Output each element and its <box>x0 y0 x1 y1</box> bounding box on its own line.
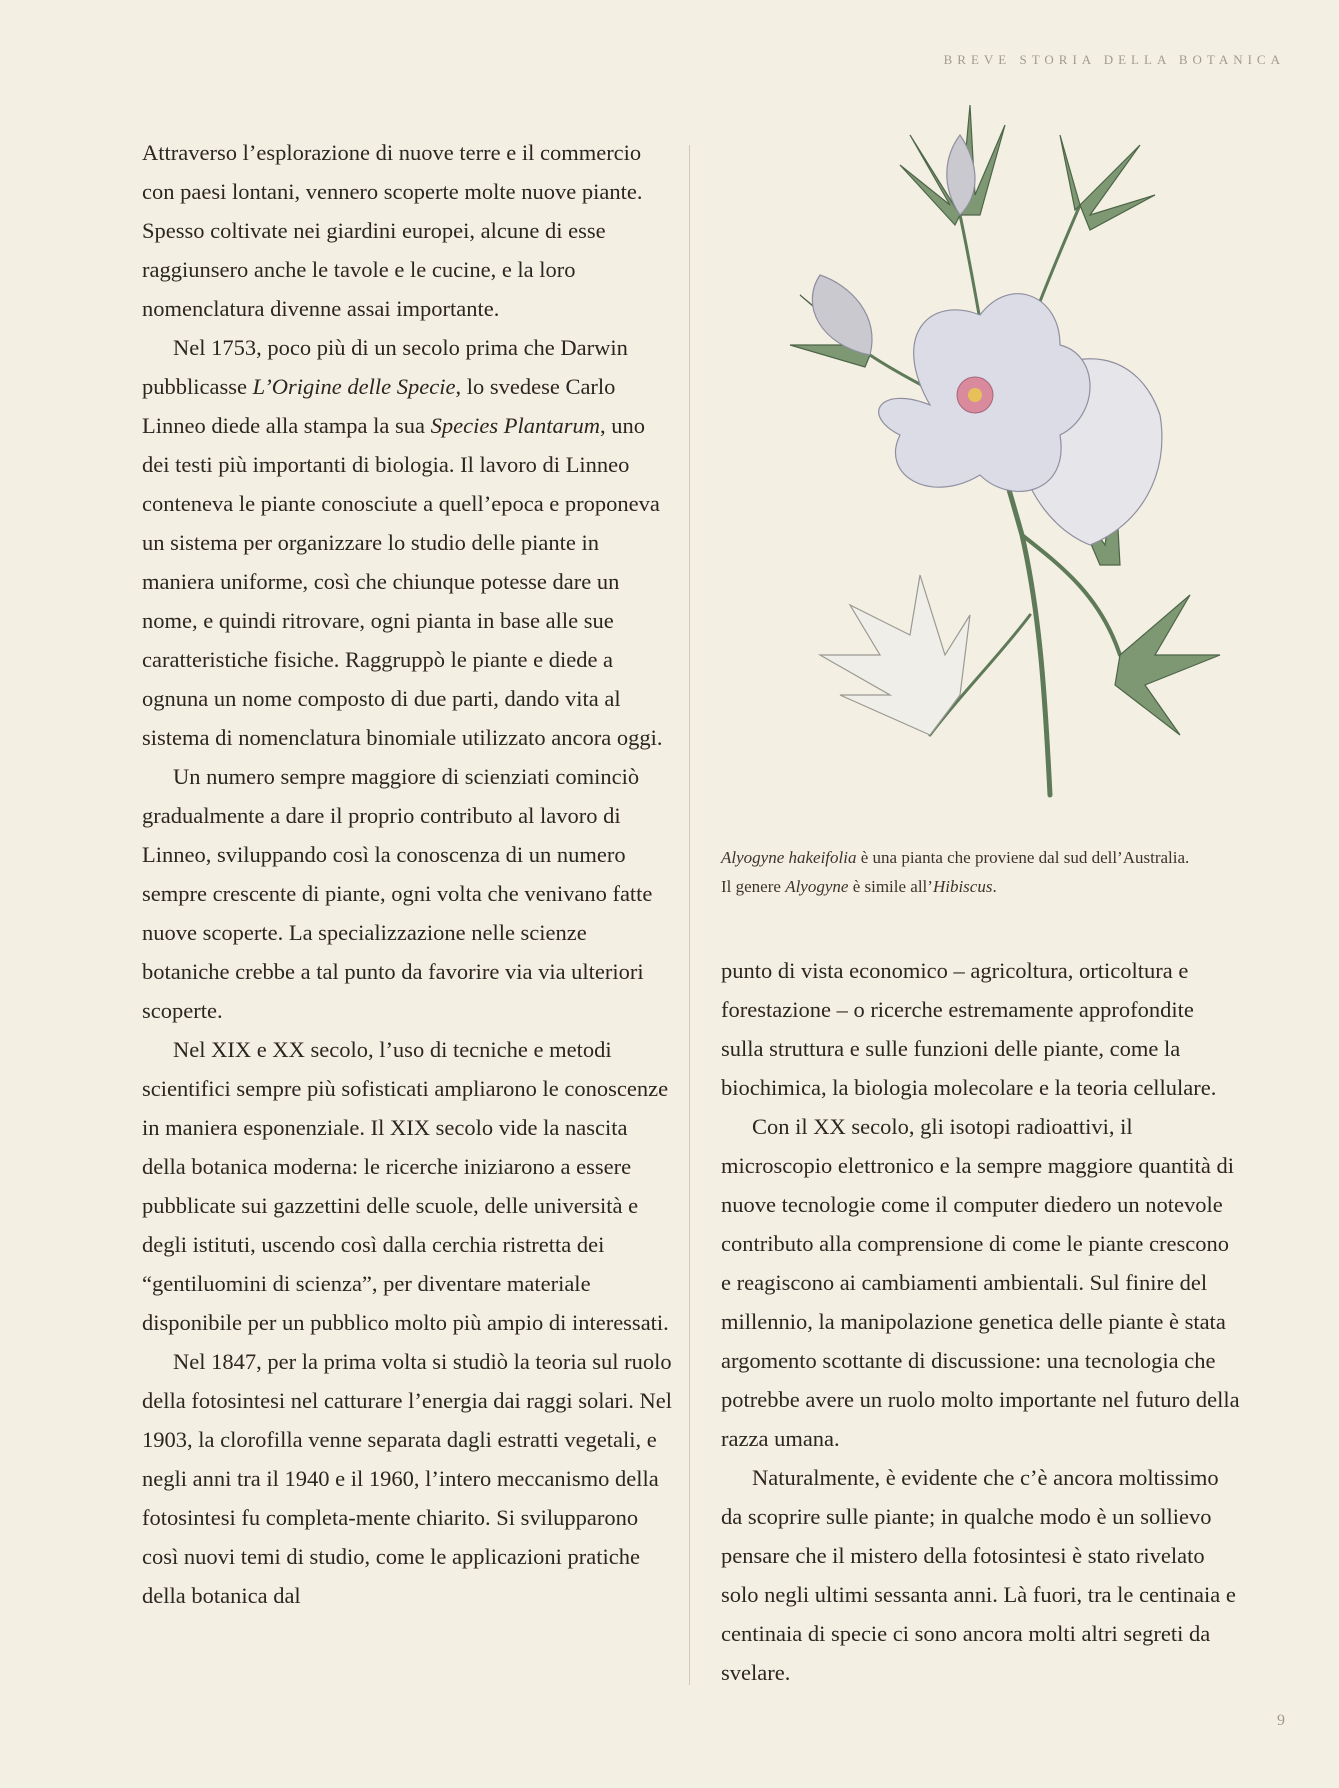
pale-leaf <box>820 575 970 735</box>
paragraph: Naturalmente, è evidente che c’è ancora moltissimo da scoprire sulle piante; in qualche modo è un sollievo pensare che il mistero della fotosintesi è stato rivelato solo negli ultimi sessanta anni. Là fuori, tra le centinaia e centinaia di specie ci sono ancora molti altri segreti da svelare. <box>721 1465 1236 1685</box>
leaf <box>1060 135 1080 210</box>
column-divider <box>689 145 690 1685</box>
book-title: Species Plantarum <box>430 413 600 438</box>
paragraph: punto di vista economico – agricoltura, orticoltura e forestazione – o ricerche estremamente approfondite sulla struttura e sulle funzioni delle piante, come la biochimica, la biologia molecolare e la teoria cellulare. <box>721 958 1217 1100</box>
paragraph: Con il XX secolo, gli isotopi radioattivi, il microscopio elettronico e la sempre maggiore quantità di nuove tecnologie come il computer diedero un notevole contributo alla comprensione di come le piante crescono e reagiscono ai cambiamenti ambientali. Sul finire del millennio, la manipolazione genetica delle piante è stata argomento scottante di discussione: una tecnologia che potrebbe avere un ruolo molto importante nel futuro della razza umana. <box>721 1114 1240 1451</box>
page-number: 9 <box>1277 1712 1285 1729</box>
leaf <box>1115 595 1220 735</box>
figure-caption: Alyogyne hakeifolia è una pianta che proviene dal sud dell’Australia. Il genere Alyogyne è simile all’Hibiscus. <box>721 848 1190 896</box>
right-text-column <box>721 951 1241 1692</box>
leaf <box>1080 145 1155 230</box>
paragraph: Attraverso l’esplorazione di nuove terre e il commercio con paesi lontani, vennero scoperte molte nuove piante. Spesso coltivate nei giardini europei, alcune di esse raggiunsero anche le tavole e le cucine, e la loro nomenclatura divenne assai importante. <box>142 140 643 321</box>
paragraph: Nel 1847, per la prima volta si studiò la teoria sul ruolo della fotosintesi nel catturare l’energia dai raggi solari. Nel 1903, la clorofilla venne separata dagli estratti vegetali, e negli anni tra il 1940 e il 1960, l’intero meccanismo della fotosintesi fu completa-mente chiarito. Si svilupparono così nuovi temi di studio, come le applicazioni pratiche della botanica dal <box>142 1349 673 1608</box>
botanical-illustration <box>760 95 1240 810</box>
book-title: L’Origine delle Specie <box>252 374 456 399</box>
running-title: BREVE STORIA DELLA BOTANICA <box>943 52 1285 67</box>
left-text-column <box>142 133 672 1615</box>
paragraph: Nel XIX e XX secolo, l’uso di tecniche e metodi scientifici sempre più sofisticati ampliarono le conoscenze in maniera esponenziale. Il XIX secolo vide la nascita della botanica moderna: le ricerche iniziarono a essere pubblicate sui gazzettini delle scuole, delle università e degli istituti, uscendo così dalla cerchia ristretta dei “gentiluomini di scienza”, per diventare materiale disponibile per un pubblico molto più ampio di interessati. <box>142 1037 669 1335</box>
bud <box>812 275 872 355</box>
paragraph: Un numero sempre maggiore di scienziati cominciò gradualmente a dare il proprio contributo al lavoro di Linneo, sviluppando così la conoscenza di un numero sempre crescente di piante, ogni volta che venivano fatte nuove scoperte. La specializzazione nelle scienze botaniche crebbe a tal punto da favorire via via ulteriori scoperte. <box>142 764 653 1023</box>
paragraph: Nel 1753, poco più di un secolo prima che Darwin pubblicasse L’Origine delle Specie, lo svedese Carlo Linneo diede alla stampa la sua Species Plantarum, uno dei testi più importanti di biologia. Il lavoro di Linneo conteneva le piante conosciute a quell’epoca e proponeva un sistema per organizzare lo studio delle piante in maniera uniforme, così che chiunque potesse dare un nome, e quindi ritrovare, ogni pianta in base alle sue caratteristiche fisiche. Raggruppò le piante e diede a ognuna un nome composto di due parti, dando vita al sistema di nomenclatura binomiale utilizzato ancora oggi. <box>142 335 663 750</box>
